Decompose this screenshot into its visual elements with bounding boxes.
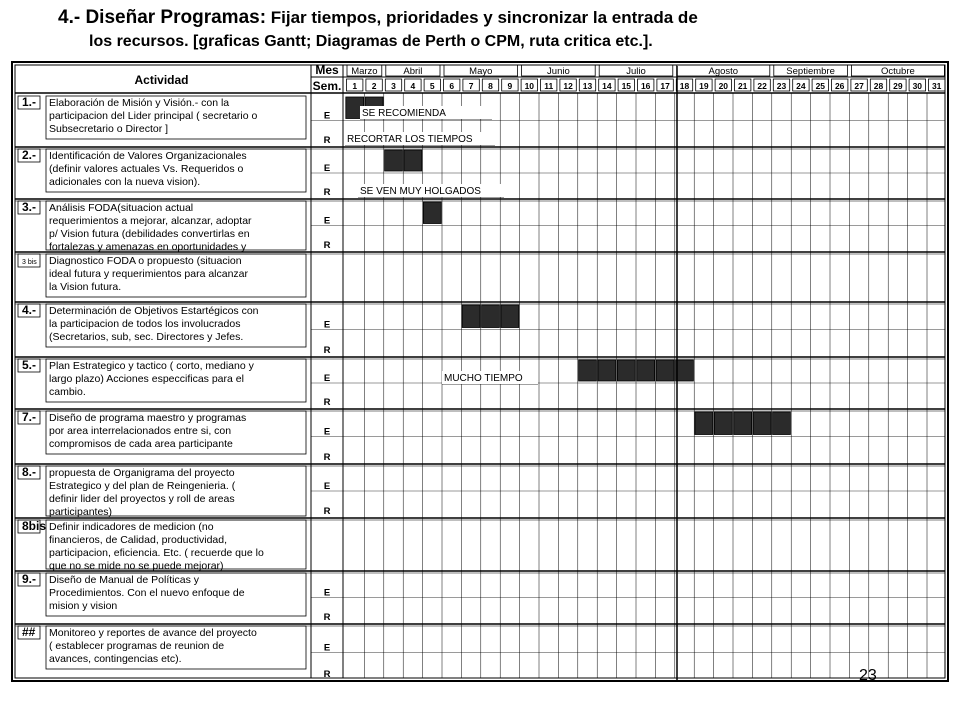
week-label: 18: [679, 81, 690, 91]
activity-description-line: la participacion de todos los involucrados: [49, 318, 241, 330]
week-label: 1: [352, 81, 358, 91]
week-label: 30: [912, 81, 923, 91]
activity-description-line: (Secretarios, sub, sec. Directores y Jefes.: [49, 331, 244, 343]
activity-description-line: requerimientos a mejorar, alcanzar, adoptar: [49, 215, 252, 227]
week-label: 20: [718, 81, 729, 91]
week-label: 4: [410, 81, 416, 91]
activity-description-line: Procedimientos. Con el nuevo enfoque de: [49, 587, 245, 599]
header-actividad: Actividad: [134, 73, 189, 87]
month-label: Junio: [547, 66, 570, 77]
activity-description-line: ideal futura y requerimientos para alcanzar: [49, 268, 249, 280]
activity-description-line: Plan Estrategico y tactico ( corto, mediano y: [49, 360, 254, 372]
estimate-row-label: E: [323, 319, 331, 331]
week-label: 24: [796, 81, 806, 91]
activity-description-line: Elaboración de Misión y Visión.- con la: [49, 97, 230, 109]
activity-number: 8bis: [22, 519, 47, 533]
week-label: 28: [873, 81, 884, 91]
week-label: 14: [602, 81, 612, 91]
gantt-bar-segment: [714, 412, 732, 435]
week-label: 19: [699, 81, 709, 91]
month-label: Marzo: [351, 66, 378, 77]
gantt-bar-segment: [695, 412, 713, 435]
gantt-texts: [22, 63, 942, 680]
week-label: 21: [737, 81, 748, 91]
activity-number: 8.-: [22, 465, 37, 479]
activity-description-line: definir lider del proyectos y roll de areas: [49, 493, 235, 505]
activity-number: 3.-: [22, 200, 37, 214]
annotation-note: MUCHO TIEMPO: [444, 373, 523, 384]
activity-description-line: Estrategico y del plan de Reingenieria. (: [49, 480, 236, 492]
title-line2: los recursos. [graficas Gantt; Diagramas de Perth o CPM, ruta critica etc.].: [89, 33, 653, 50]
activity-description-line: Análisis FODA(situacion actual: [49, 202, 194, 214]
month-label: Mayo: [469, 66, 493, 77]
real-row-label: R: [323, 612, 331, 623]
activity-description-line: largo plazo) Acciones especcificas para el: [49, 373, 244, 385]
gantt-bar-segment: [676, 360, 694, 381]
activity-description-line: Diseño de Manual de Políticas y: [49, 574, 199, 586]
activity-number: 7.-: [22, 410, 37, 424]
week-label: 17: [660, 81, 670, 91]
header-mes: Mes: [315, 63, 339, 77]
week-label: 29: [893, 81, 903, 91]
month-label: Octubre: [881, 66, 915, 77]
month-label: Abril: [403, 66, 423, 77]
week-label: 13: [582, 81, 593, 91]
week-label: 10: [524, 81, 535, 91]
activity-number: 1.-: [22, 95, 37, 109]
activity-description-line: que no se mide no se puede mejorar): [49, 560, 224, 572]
gantt-bar-segment: [423, 202, 441, 224]
week-label: 2: [371, 81, 377, 91]
week-label: 8: [488, 81, 493, 91]
gantt-bar-segment: [637, 360, 655, 381]
week-label: 12: [563, 81, 573, 91]
week-label: 5: [429, 81, 435, 91]
annotation-note: SE RECOMIENDA: [362, 108, 446, 119]
week-label: 31: [931, 81, 942, 91]
month-label: Julio: [626, 66, 646, 77]
week-label: 23: [776, 81, 787, 91]
activity-number: 4.-: [22, 303, 37, 317]
gantt-bar-segment: [734, 412, 752, 435]
month-label: Agosto: [708, 66, 739, 77]
gantt-bar-segment: [482, 305, 500, 328]
annotation-note: RECORTAR LOS TIEMPOS: [347, 134, 473, 145]
annotation-note: SE VEN MUY HOLGADOS: [360, 186, 481, 197]
estimate-row-label: E: [323, 426, 331, 438]
real-row-label: R: [323, 397, 331, 408]
activity-description-line: (definir valores actuales Vs. Requeridos o: [49, 163, 244, 175]
gantt-bar-segment: [753, 412, 771, 435]
week-label: 11: [544, 81, 554, 91]
gantt-bar-segment: [462, 305, 480, 328]
week-label: 16: [640, 81, 651, 91]
activity-description-line: compromisos de cada area participante: [49, 438, 233, 450]
gantt-bar-segment: [598, 360, 616, 381]
estimate-row-label: E: [323, 642, 331, 654]
activity-description-line: Determinación de Objetivos Estartégicos con: [49, 305, 259, 317]
activity-description-line: participacion, eficiencia. Etc. ( recuerde que lo: [49, 547, 264, 559]
real-row-label: R: [323, 452, 331, 463]
activity-number: 5.-: [22, 358, 37, 372]
activity-description-line: la Vision futura.: [49, 281, 122, 293]
gantt-bar-segment: [501, 305, 519, 328]
week-label: 15: [621, 81, 632, 91]
gantt-bar-segment: [617, 360, 635, 381]
activity-description-line: Subsecretario o Director ]: [49, 123, 169, 135]
activity-description-line: Diagnostico FODA o propuesto (situacion: [49, 255, 242, 267]
estimate-row-label: E: [323, 163, 331, 174]
gantt-bar-segment: [404, 150, 422, 171]
week-label: 26: [834, 81, 845, 91]
week-label: 3: [391, 81, 396, 91]
activity-description-line: adicionales con la nueva vision).: [49, 176, 201, 188]
activity-description-line: Definir indicadores de medicion (no: [49, 521, 214, 533]
real-row-label: R: [323, 345, 331, 356]
activity-description-line: Identificación de Valores Organizacionales: [49, 150, 247, 162]
estimate-row-label: E: [323, 587, 331, 599]
gantt-bar-segment: [773, 412, 791, 435]
activity-description-line: participantes): [49, 506, 113, 518]
activity-description-line: participacion del Lider principal ( secretario o: [49, 110, 258, 122]
week-label: 7: [468, 81, 474, 91]
gantt-bar-segment: [385, 150, 403, 171]
activity-description-line: mision y vision: [49, 600, 118, 612]
estimate-row-label: E: [323, 215, 331, 227]
title-rest: Fijar tiempos, prioridades y sincronizar la entrada de: [266, 8, 698, 27]
activity-description-line: Monitoreo y reportes de avance del proyecto: [49, 627, 257, 639]
real-row-label: R: [323, 240, 331, 251]
activity-description-line: Diseño de programa maestro y programas: [49, 412, 247, 424]
activity-description-line: ( establecer programas de reunion de: [49, 640, 225, 652]
week-label: 9: [507, 81, 513, 91]
estimate-row-label: E: [323, 110, 331, 122]
estimate-row-label: E: [323, 373, 331, 384]
activity-description-line: fortalezas y amenazas en oportunidades y: [49, 241, 247, 253]
activity-number: 9.-: [22, 572, 37, 586]
gantt-bar-segment: [579, 360, 597, 381]
activity-description-line: p/ Vision futura (debilidades convertirlas en: [49, 228, 250, 240]
activity-description-line: avances, contingencias etc).: [49, 653, 182, 665]
activity-description-line: financieros, de Calidad, productividad,: [49, 534, 228, 546]
real-row-label: R: [323, 187, 331, 198]
estimate-row-label: E: [323, 481, 331, 492]
real-row-label: R: [323, 506, 331, 517]
activity-number: 2.-: [22, 148, 37, 162]
title-prefix: 4.- Diseñar Programas:: [58, 7, 267, 28]
real-row-label: R: [323, 135, 331, 146]
activity-description-line: cambio.: [49, 386, 86, 398]
week-label: 25: [815, 81, 826, 91]
activity-description-line: propuesta de Organigrama del proyecto: [49, 467, 235, 479]
month-label: Septiembre: [786, 66, 835, 77]
activity-number: 3 bis: [22, 259, 37, 266]
week-label: 27: [854, 81, 864, 91]
week-label: 22: [757, 81, 767, 91]
header-sem: Sem.: [312, 79, 342, 93]
page-number: 23: [859, 667, 877, 684]
week-label: 6: [449, 81, 455, 91]
activity-description-line: por area interrelacionados entre si, con: [49, 425, 232, 437]
gantt-bar-segment: [656, 360, 674, 381]
activity-number: ##: [22, 625, 36, 639]
real-row-label: R: [323, 669, 331, 680]
